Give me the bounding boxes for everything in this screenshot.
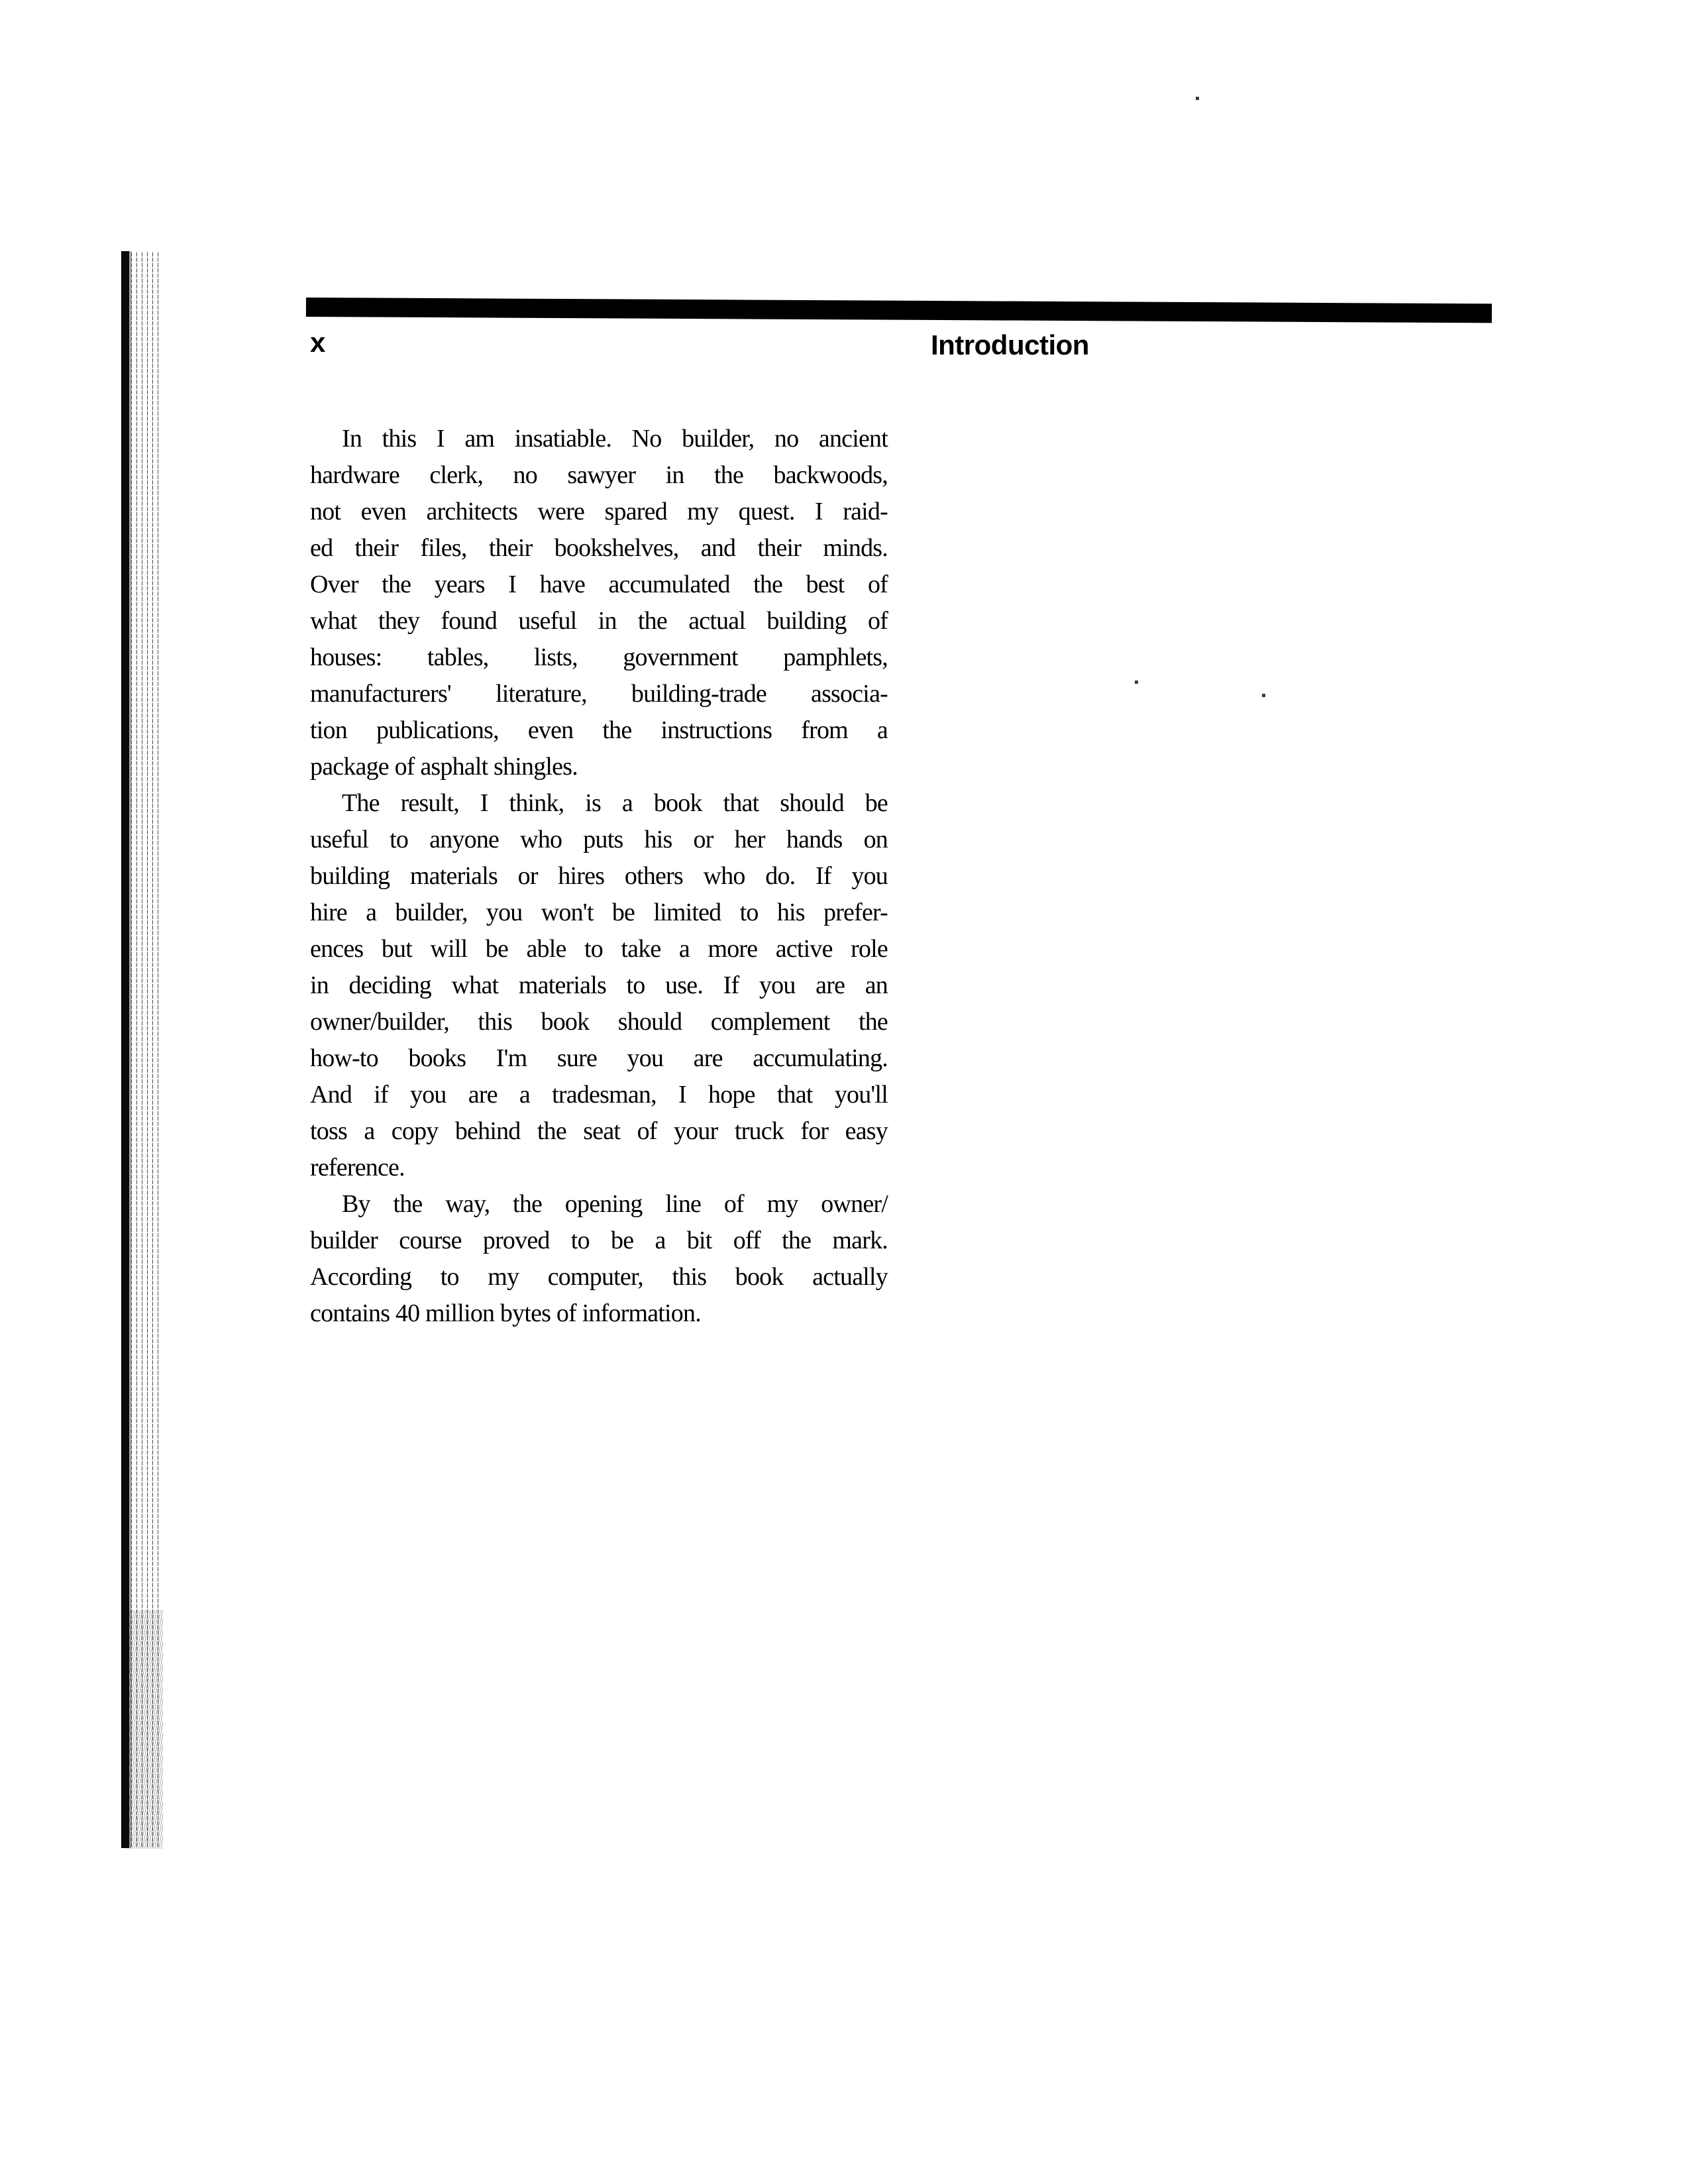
text-line: In this I am insatiable. No builder, no ancient <box>342 425 888 453</box>
binding-edge-line <box>121 251 129 1848</box>
text-line: useful to anyone who puts his or her hands on <box>310 826 888 853</box>
scan-speck <box>1196 97 1199 100</box>
text-line: houses: tables, lists, government pamphlets, <box>310 643 888 671</box>
text-line: what they found useful in the actual building of <box>310 607 888 635</box>
text-line: not even architects were spared my quest. I raid- <box>310 498 888 525</box>
text-line: hire a builder, you won't be limited to his prefer- <box>310 899 888 926</box>
text-line: tion publications, even the instructions from a <box>310 716 888 744</box>
text-line: reference. <box>310 1154 405 1181</box>
text-line: ences but will be able to take a more active role <box>310 935 888 963</box>
text-line: hardware clerk, no sawyer in the backwoods, <box>310 461 888 489</box>
body-text <box>310 421 888 1332</box>
text-line: in deciding what materials to use. If you are an <box>310 971 888 999</box>
text-line: building materials or hires others who do. If you <box>310 862 888 890</box>
binding-edge-dashes <box>131 251 162 1848</box>
text-line: Over the years I have accumulated the best of <box>310 571 888 598</box>
paragraph <box>310 785 888 1186</box>
text-line: The result, I think, is a book that should be <box>342 789 888 817</box>
text-line: owner/builder, this book should complement the <box>310 1008 888 1036</box>
page-number: x <box>310 327 325 358</box>
text-line: By the way, the opening line of my owner/ <box>342 1190 888 1218</box>
text-line: And if you are a tradesman, I hope that you'll <box>310 1081 888 1109</box>
text-line: package of asphalt shingles. <box>310 753 578 781</box>
text-line: builder course proved to be a bit off the mark. <box>310 1227 888 1254</box>
text-line: how-to books I'm sure you are accumulating. <box>310 1044 888 1072</box>
text-line: contains 40 million bytes of information. <box>310 1299 701 1327</box>
running-head-title: Introduction <box>931 329 1089 360</box>
text-line: toss a copy behind the seat of your truck for easy <box>310 1117 888 1145</box>
text-line: ed their files, their bookshelves, and their minds. <box>310 534 888 562</box>
paragraph <box>310 421 888 785</box>
scan-speck <box>1135 681 1138 684</box>
paragraph <box>310 1186 888 1332</box>
header-rule-bar <box>306 298 1492 323</box>
binding-edge-noise <box>126 1610 163 1849</box>
text-line: According to my computer, this book actually <box>310 1263 888 1291</box>
text-line: manufacturers' literature, building-trade associa- <box>310 680 888 708</box>
scan-speck <box>1262 694 1265 697</box>
